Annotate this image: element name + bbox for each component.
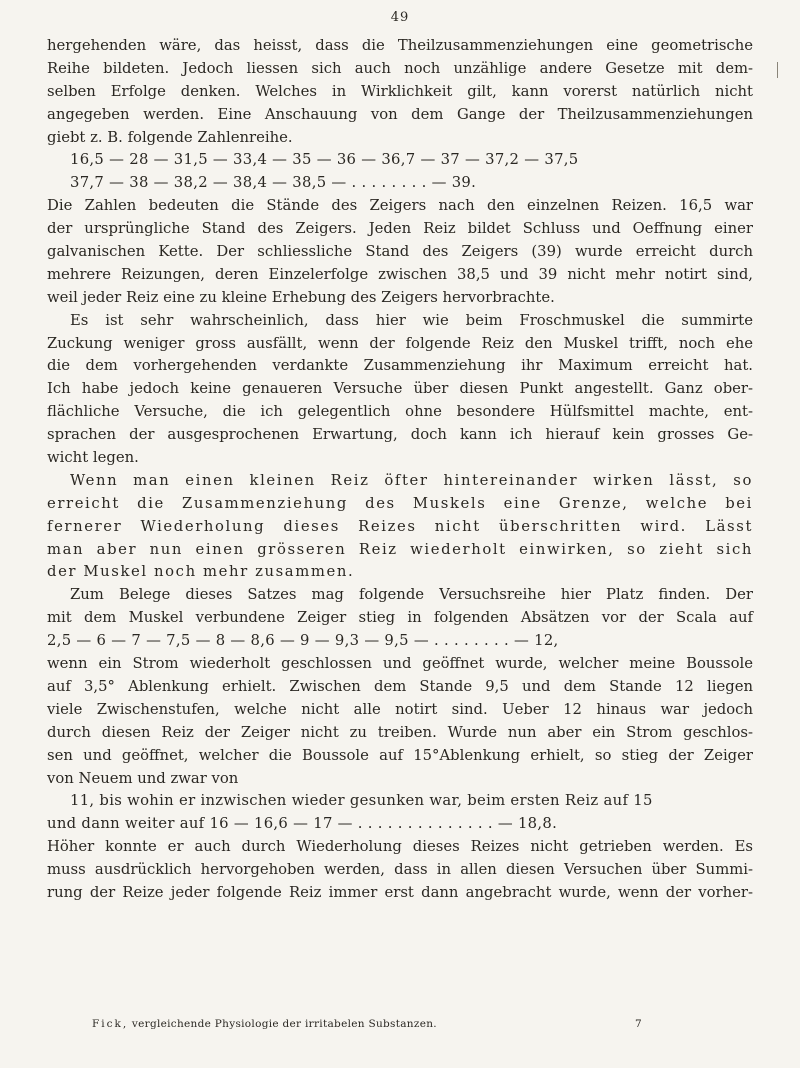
text-line: viele Zwischenstufen, welche nicht alle notirt sind. Ueber 12 hinaus war jedoch xyxy=(47,700,753,718)
text-line: rung der Reize jeder folgende Reiz immer erst dann angebracht wurde, wenn der vorher- xyxy=(47,883,753,901)
page-number: 49 xyxy=(390,10,410,25)
footer-signature: 7 xyxy=(635,1018,642,1030)
text-line: von Neuem und zwar von xyxy=(47,769,239,787)
text-line: Zum Belege dieses Satzes mag folgende Versuchsreihe hier Platz finden. Der xyxy=(70,586,753,604)
text-line: mit dem Muskel verbundene Zeiger stieg in folgenden Absätzen vor der Scala auf xyxy=(47,609,753,627)
emphasized-line: fernerer Wiederholung dieses Reizes nicht überschritten wird. Lässt xyxy=(47,517,753,535)
text-line: Die Zahlen bedeuten die Stände des Zeigers nach den einzelnen Reizen. 16,5 war xyxy=(47,197,753,215)
emphasized-line: man aber nun einen grösseren Reiz wiederholt einwirken, so zieht sich xyxy=(47,540,753,558)
text-line: wicht legen. xyxy=(47,449,139,467)
text-line: galvanischen Kette. Der schliessliche Stand des Zeigers (39) wurde erreicht durch xyxy=(47,243,753,261)
text-line: weil jeder Reiz eine zu kleine Erhebung des Zeigers hervorbrachte. xyxy=(47,288,555,306)
text-line: hergehenden wäre, das heisst, dass die Theilzusammenziehungen eine geometrische xyxy=(47,37,753,54)
text-line: selben Erfolge denken. Welches in Wirklichkeit gilt, kann vorerst natürlich nicht xyxy=(47,82,753,100)
number-sequence: und dann weiter auf 16 — 16,6 — 17 — . . . . . . . . . . . . . . — 18,8. xyxy=(47,815,558,833)
text-line: giebt z. B. folgende Zahlenreihe. xyxy=(47,128,293,146)
text-line: Höher konnte er auch durch Wiederholung dieses Reizes nicht getrieben werden. Es xyxy=(47,838,753,856)
footer-author: Fick, xyxy=(92,1018,129,1030)
emphasized-line: Wenn man einen kleinen Reiz öfter hintereinander wirken lässt, so xyxy=(70,471,753,489)
text-line: Es ist sehr wahrscheinlich, dass hier wie beim Froschmuskel die summirte xyxy=(70,311,753,329)
margin-mark xyxy=(777,62,778,78)
number-sequence: 37,7 — 38 — 38,2 — 38,4 — 38,5 — . . . . . . . . — 39. xyxy=(70,174,477,192)
text-line: Reihe bildeten. Jedoch liessen sich auch noch unzählige andere Gesetze mit dem- xyxy=(47,59,753,77)
text-line: angegeben werden. Eine Anschauung von dem Gange der Theilzusammenziehungen xyxy=(47,105,753,123)
text-line: durch diesen Reiz der Zeiger nicht zu treiben. Wurde nun aber ein Strom geschlos- xyxy=(47,723,753,741)
page-footer xyxy=(92,1018,642,1030)
text-line: Zuckung weniger gross ausfällt, wenn der folgende Reiz den Muskel trifft, noch ehe xyxy=(47,334,753,352)
body-text xyxy=(47,35,753,905)
text-line: wenn ein Strom wiederholt geschlossen und geöffnet wurde, welcher meine Boussole xyxy=(47,655,753,673)
text-line: sen und geöffnet, welcher die Boussole auf 15°Ablenkung erhielt, so stieg der Zeiger xyxy=(47,746,753,764)
emphasized-line: erreicht die Zusammenziehung des Muskels eine Grenze, welche bei xyxy=(47,494,753,512)
text-line: auf 3,5° Ablenkung erhielt. Zwischen dem Stande 9,5 und dem Stande 12 liegen xyxy=(47,677,753,695)
number-sequence: 16,5 — 28 — 31,5 — 33,4 — 35 — 36 — 36,7 — 37 — 37,2 — 37,5 xyxy=(70,151,579,169)
text-line: die dem vorhergehenden verdankte Zusammenziehung ihr Maximum erreicht hat. xyxy=(47,357,753,375)
footer-running-title xyxy=(92,1018,437,1030)
text-line: der ursprüngliche Stand des Zeigers. Jeden Reiz bildet Schluss und Oeffnung einer xyxy=(47,220,753,238)
number-sequence: 2,5 — 6 — 7 — 7,5 — 8 — 8,6 — 9 — 9,3 — 9,5 — . . . . . . . . — 12, xyxy=(47,632,559,650)
text-line: Ich habe jedoch keine genaueren Versuche über diesen Punkt angestellt. Ganz ober- xyxy=(47,380,753,398)
emphasized-line: der Muskel noch mehr zusammen. xyxy=(47,563,355,581)
footer-title: vergleichende Physiologie der irritabelen Substanzen. xyxy=(131,1018,437,1030)
text-line: sprachen der ausgesprochenen Erwartung, doch kann ich hierauf kein grosses Ge- xyxy=(47,426,753,444)
text-line: muss ausdrücklich hervorgehoben werden, dass in allen diesen Versuchen über Summi- xyxy=(47,861,753,879)
text-line: flächliche Versuche, die ich gelegentlich ohne besondere Hülfsmittel machte, ent- xyxy=(47,403,753,421)
text-line: mehrere Reizungen, deren Einzelerfolge zwischen 38,5 und 39 nicht mehr notirt sind, xyxy=(47,265,753,283)
number-sequence: 11, bis wohin er inzwischen wieder gesunken war, beim ersten Reiz auf 15 xyxy=(70,792,653,810)
